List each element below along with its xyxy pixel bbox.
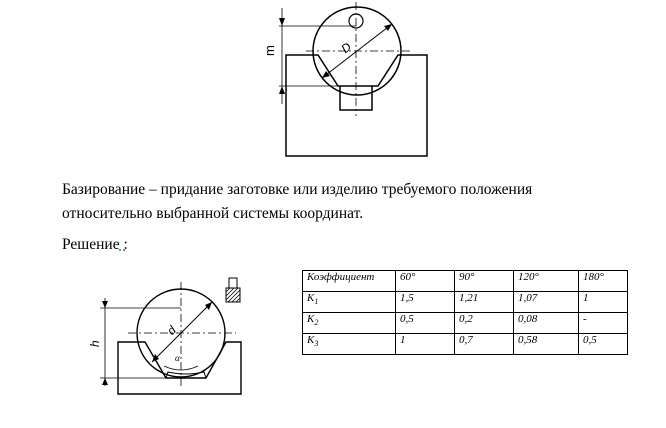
table-cell: - [579,313,628,334]
table-cell: 1 [396,334,455,355]
table-cell: 0,08 [514,313,579,334]
solution-label-tail: : [119,236,128,253]
label-alpha: α [175,353,180,363]
table-row [303,313,628,334]
table-cell: 0,5 [396,313,455,334]
label-m: m [262,45,277,56]
table-header-cell: 180° [579,271,628,292]
table-header-cell: 60° [396,271,455,292]
table-cell: 0,58 [514,334,579,355]
solution-label: Решение [62,236,120,253]
coefficient-table [302,270,628,355]
table-cell: 0,7 [455,334,514,355]
label-D: D [338,39,354,56]
table-header-cell: 90° [455,271,514,292]
table-header-cell: 120° [514,271,579,292]
table-cell: 1 [579,292,628,313]
table-row [303,334,628,355]
diameter-line-bottom [152,302,212,362]
table-row [303,292,628,313]
label-h: h [88,340,102,347]
definition-line-1: Базирование – придание заготовке или изделию требуемого положения [62,181,533,198]
definition-line-2: относительно выбранной системы координат. [62,205,364,222]
row-label-k2: $K_2$ [303,313,396,334]
row-label-k3: $K_3$ [303,334,396,355]
table-cell: 1,07 [514,292,579,313]
table-header-row [303,271,628,292]
table-cell: 1,21 [455,292,514,313]
top-vblock-diagram [0,0,666,180]
definition-paragraph [62,178,662,226]
vblock-outline [286,55,427,156]
table-header-cell: Коэффициент [303,271,396,292]
cutter-symbol [226,278,240,302]
table-cell: 0,5 [579,334,628,355]
row-label-k1: $K_1$ [303,292,396,313]
table-cell: 1,5 [396,292,455,313]
table-cell: 0,2 [455,313,514,334]
label-d: d [164,323,179,338]
vblock-outline-bottom [118,342,241,394]
